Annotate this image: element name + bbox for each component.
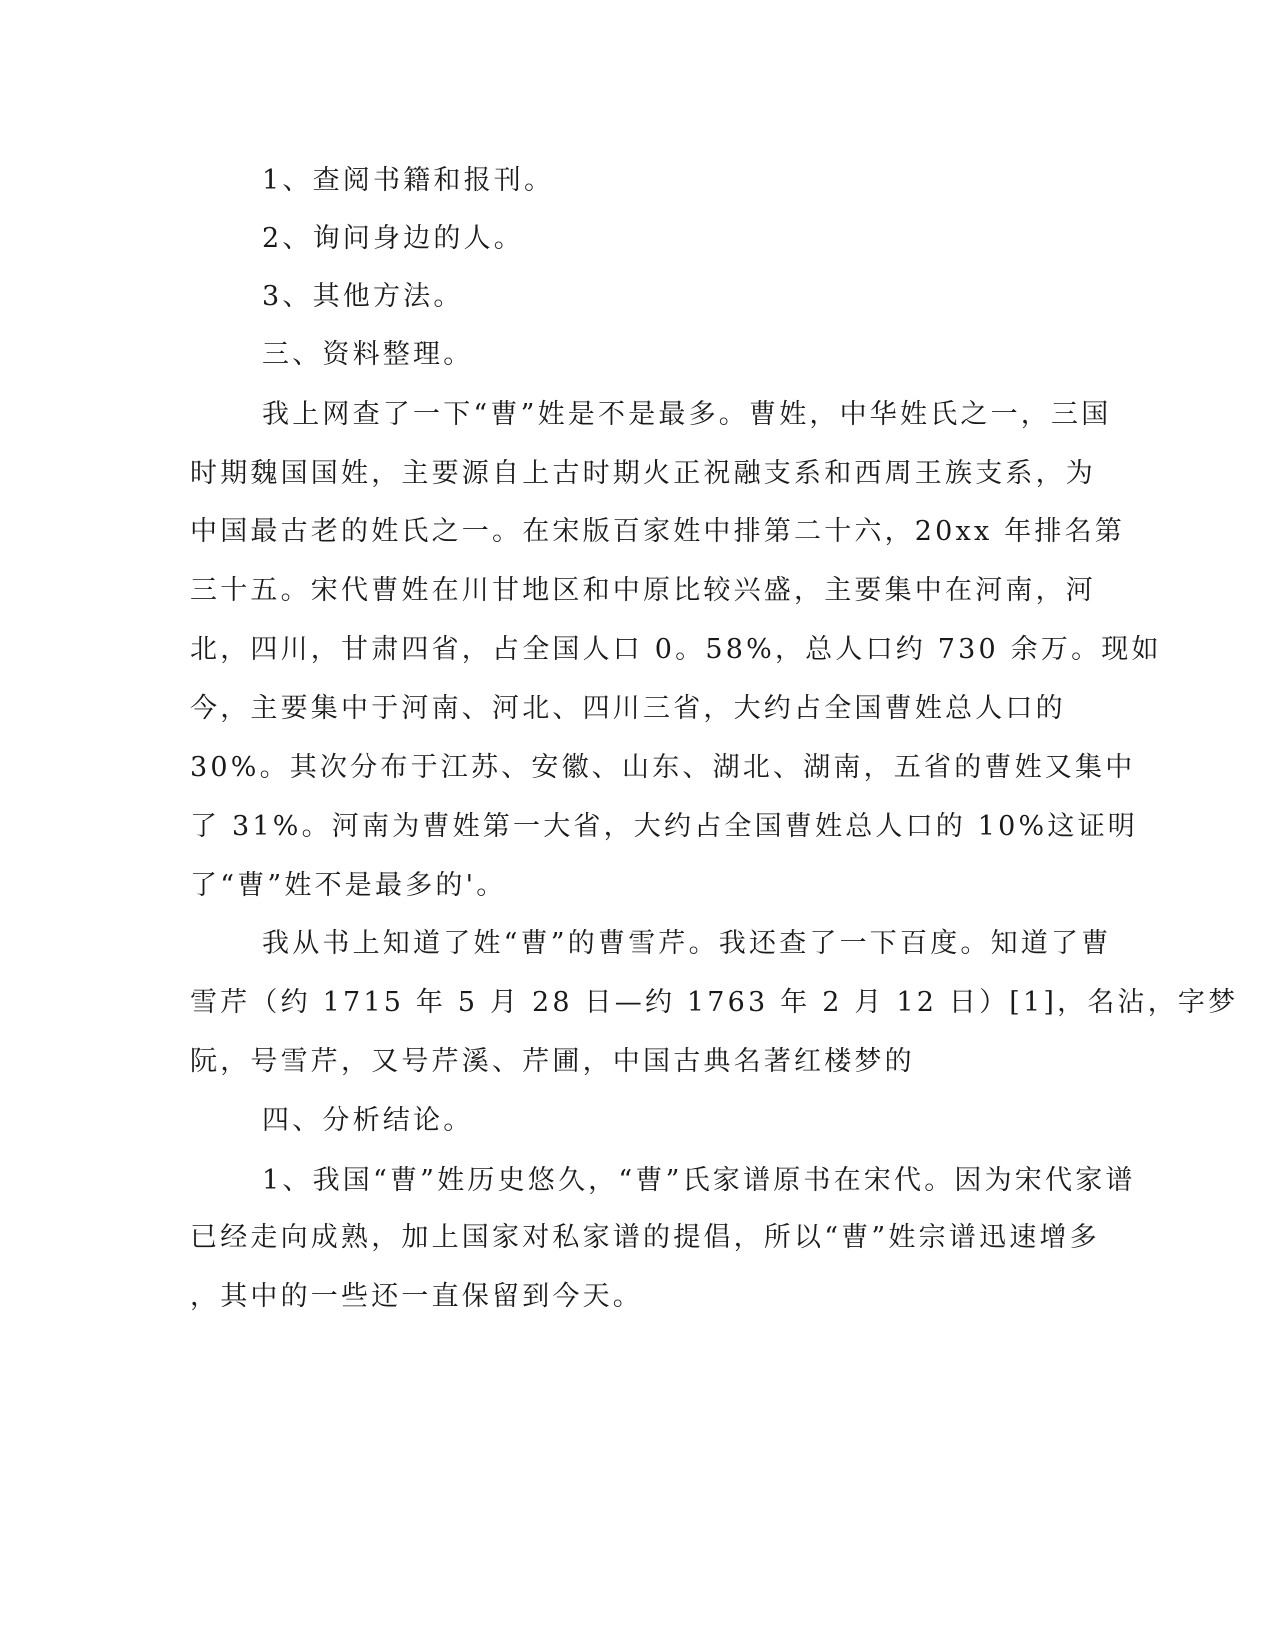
paragraph-line: 30%。其次分布于江苏、安徽、山东、湖北、湖南，五省的曹姓又集中 bbox=[190, 752, 1136, 783]
paragraph-line: 三十五。宋代曹姓在川甘地区和中原比较兴盛，主要集中在河南，河 bbox=[190, 575, 1096, 606]
list-item-2: 2、询问身边的人。 bbox=[262, 223, 524, 254]
paragraph-line: 了 31%。河南为曹姓第一大省，大约占全国曹姓总人口的 10%这证明 bbox=[190, 811, 1138, 842]
list-item-3: 3、其他方法。 bbox=[262, 281, 464, 312]
paragraph-line: 已经走向成熟，加上国家对私家谱的提倡，所以“曹”姓宗谱迅速增多 bbox=[190, 1222, 1100, 1253]
paragraph-line: 今，主要集中于河南、河北、四川三省，大约占全国曹姓总人口的 bbox=[190, 693, 1066, 724]
paragraph-line: ，其中的一些还一直保留到今天。 bbox=[190, 1281, 643, 1312]
list-item-1: 1、查阅书籍和报刊。 bbox=[262, 165, 555, 196]
paragraph-line: 时期魏国国姓，主要源自上古时期火正祝融支系和西周王族支系，为 bbox=[190, 458, 1096, 489]
paragraph-line: 我从书上知道了姓“曹”的曹雪芹。我还查了一下百度。知道了曹 bbox=[262, 928, 1112, 959]
paragraph-line: 雪芹（约 1715 年 5 月 28 日—约 1763 年 2 月 12 日）[1]，名沾，字梦 bbox=[190, 987, 1239, 1018]
section-heading-3: 三、资料整理。 bbox=[262, 339, 474, 370]
paragraph-line: 阮，号雪芹，又号芹溪、芹圃，中国古典名著红楼梦的 bbox=[190, 1046, 915, 1077]
paragraph-line: 了“曹”姓不是最多的'。 bbox=[190, 870, 507, 901]
paragraph-line: 北，四川，甘肃四省，占全国人口 0。58%，总人口约 730 余万。现如 bbox=[190, 634, 1162, 665]
section-heading-4: 四、分析结论。 bbox=[262, 1105, 474, 1136]
paragraph-line: 1、我国“曹”姓历史悠久，“曹”氏家谱原书在宋代。因为宋代家谱 bbox=[262, 1165, 1136, 1196]
paragraph-line: 我上网查了一下“曹”姓是不是最多。曹姓，中华姓氏之一，三国 bbox=[262, 399, 1112, 430]
paragraph-line: 中国最古老的姓氏之一。在宋版百家姓中排第二十六，20xx 年排名第 bbox=[190, 516, 1125, 547]
